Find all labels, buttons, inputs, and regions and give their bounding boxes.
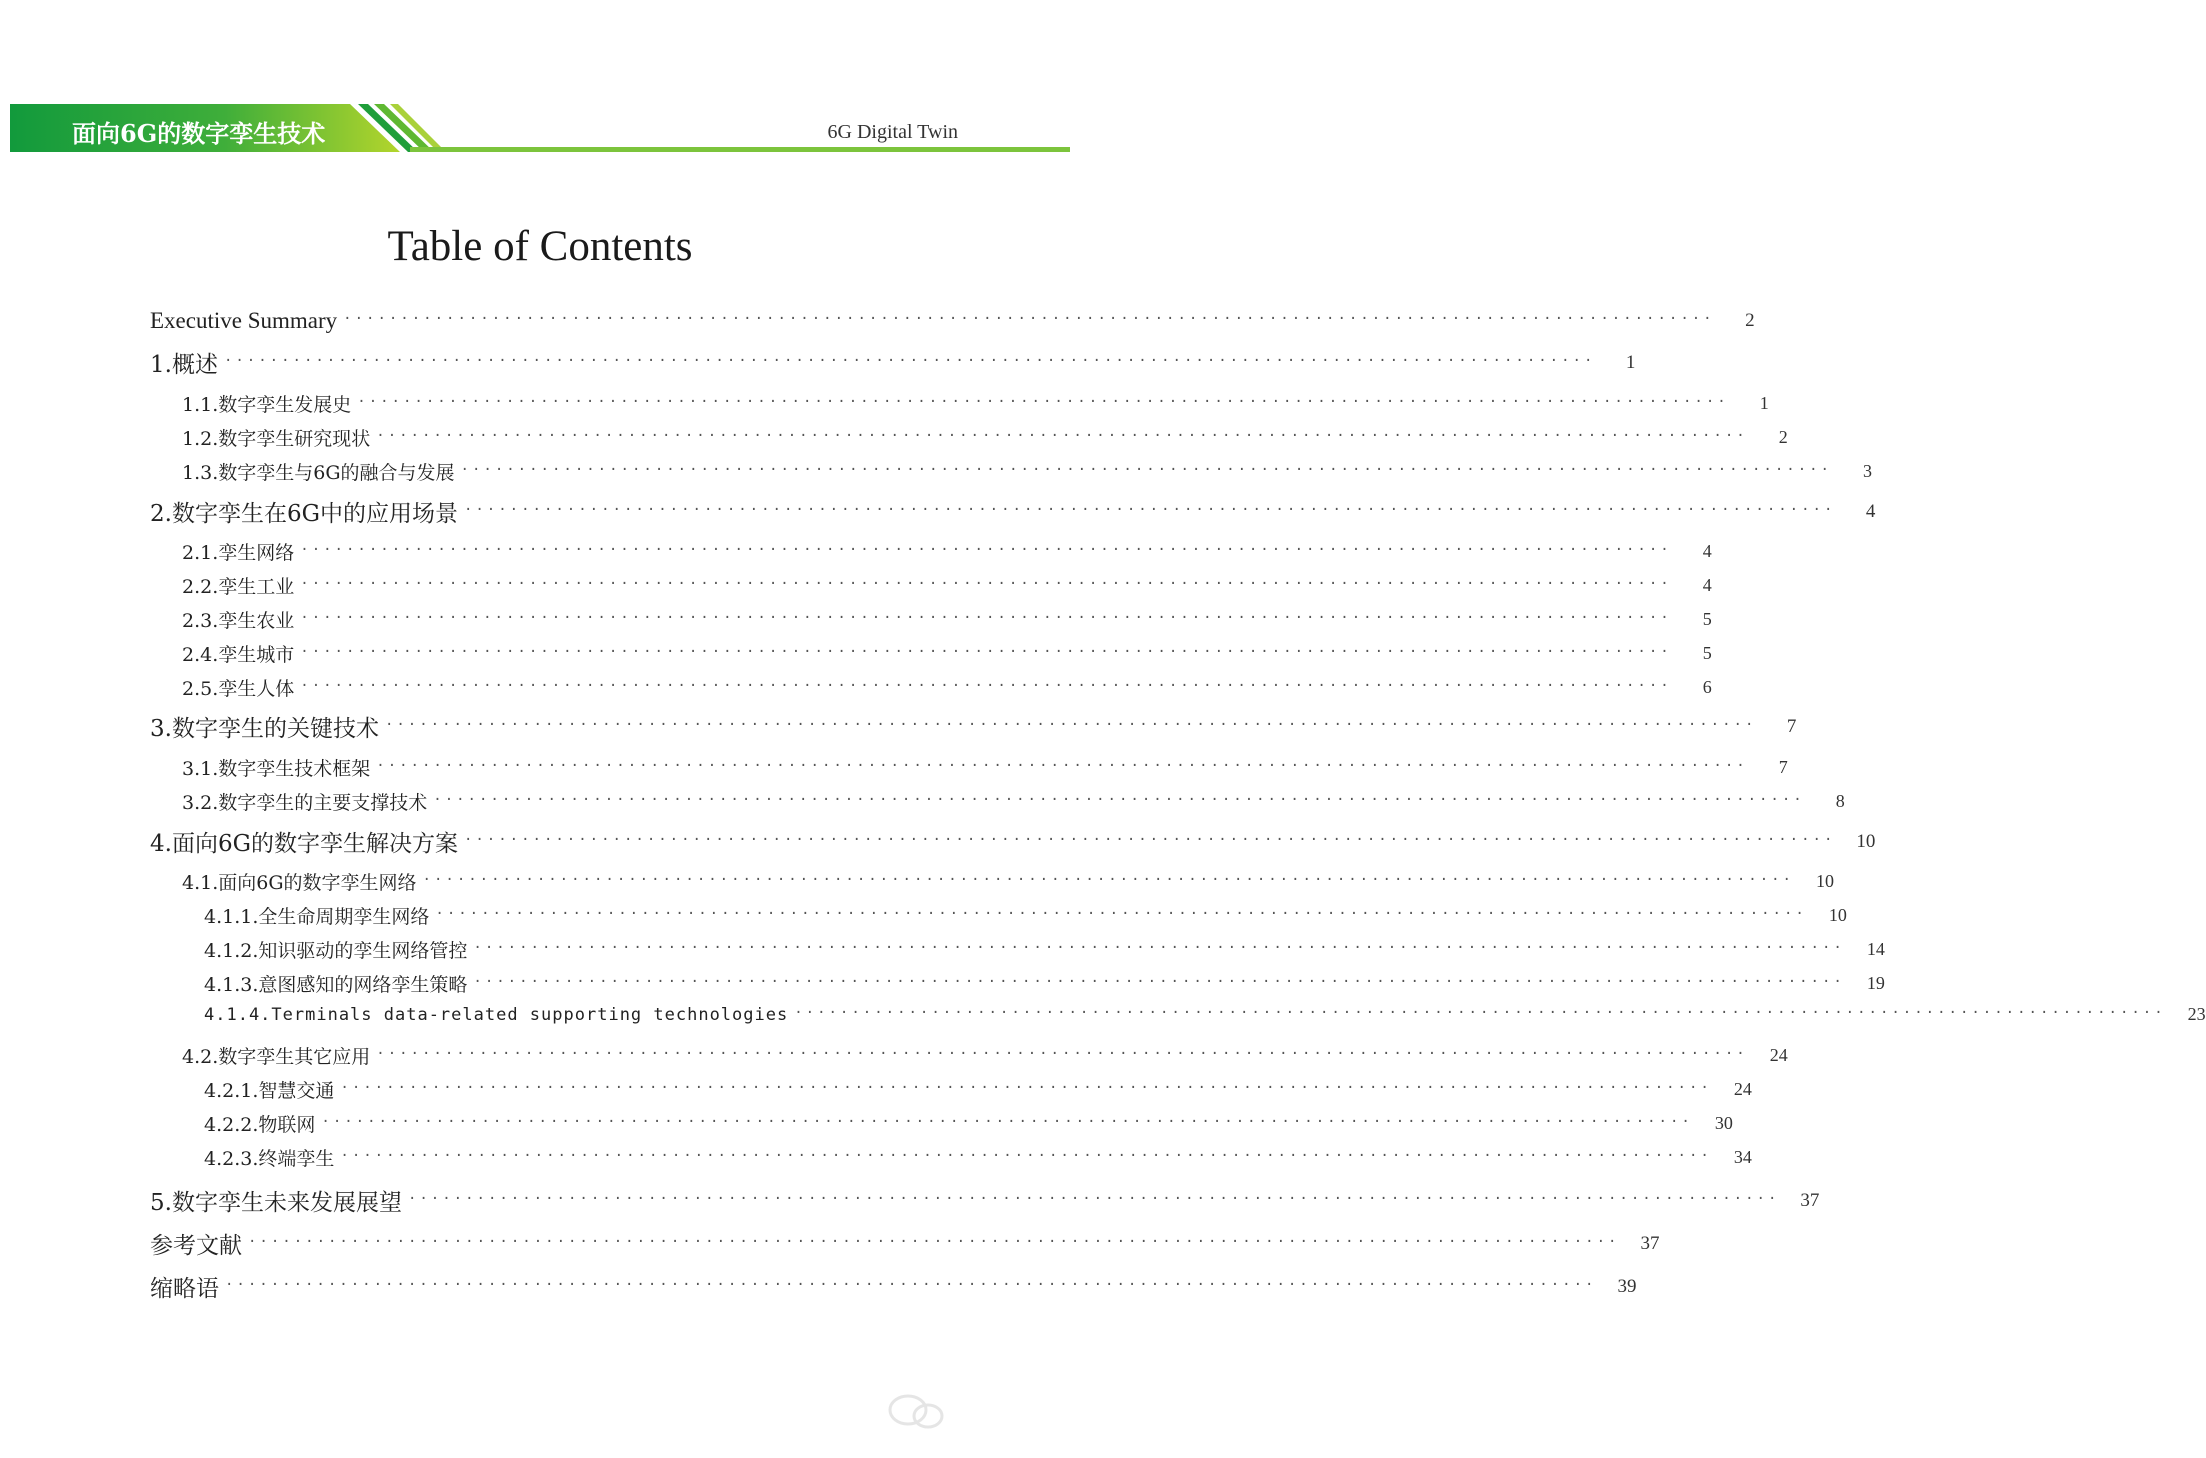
toc-entry-label: 4.2.数字孪生其它应用 <box>182 1046 371 1068</box>
dot-leader: ························································································································ <box>384 716 1757 733</box>
toc-entry-page: 4 <box>1702 541 1712 561</box>
dot-leader: ························································································································ <box>422 871 1794 888</box>
dot-leader: ························································································································ <box>300 609 1672 626</box>
toc-entry[interactable] <box>182 424 1788 451</box>
toc-entry-label: 2.1.孪生网络 <box>182 542 295 564</box>
toc-entry[interactable] <box>204 1076 1752 1103</box>
dot-leader: ························································································································ <box>300 575 1672 592</box>
dot-leader: ························································································································ <box>376 1045 1748 1062</box>
toc-entry-label: 3.数字孪生的关键技术 <box>150 716 379 742</box>
toc-entry[interactable] <box>182 606 1712 633</box>
dot-leader: ························································································································ <box>376 427 1748 444</box>
toc-entry[interactable] <box>204 902 1847 929</box>
toc-entry-label: 4.1.4.Terminals data-related supporting technologies <box>204 1004 789 1025</box>
toc-entry-page: 6 <box>1702 677 1712 697</box>
toc-entry-page: 7 <box>1786 715 1797 737</box>
toc-entry-page: 1 <box>1625 351 1636 373</box>
dot-leader: ························································································································ <box>223 352 1596 369</box>
dot-leader: ························································································································ <box>473 939 1845 956</box>
toc-entry[interactable] <box>204 1110 1733 1137</box>
dot-leader: ························································································································ <box>376 757 1748 774</box>
dot-leader: ························································································································ <box>463 831 1836 848</box>
dot-leader: ························································································································ <box>340 1147 1712 1164</box>
toc-entry-label: 4.2.2.物联网 <box>204 1114 316 1136</box>
toc-entry-label: 2.数字孪生在6G中的应用场景 <box>150 501 458 527</box>
toc-title: Table of Contents <box>387 223 693 270</box>
toc-entry[interactable] <box>204 970 1885 997</box>
toc-entry-page: 2 <box>1778 427 1788 447</box>
toc-entry-page: 10 <box>1856 830 1876 852</box>
toc-entry[interactable] <box>182 674 1712 701</box>
toc-entry[interactable] <box>182 390 1769 417</box>
toc-entry-page: 10 <box>1828 905 1847 925</box>
toc-entry[interactable] <box>182 868 1834 895</box>
toc-entry-page: 10 <box>1815 871 1834 891</box>
toc-entry[interactable] <box>204 936 1885 963</box>
toc-entry-label: 3.1.数字孪生技术框架 <box>182 758 371 780</box>
toc-entry[interactable] <box>204 1144 1752 1171</box>
toc-entry[interactable] <box>150 1270 1637 1303</box>
dot-leader: ························································································································ <box>435 905 1807 922</box>
dot-leader: ························································································································ <box>433 791 1805 808</box>
toc-entry-label: 4.1.1.全生命周期孪生网络 <box>204 906 430 928</box>
toc-entry-page: 7 <box>1778 757 1788 777</box>
toc-entry-page: 14 <box>1866 939 1885 959</box>
toc-entry-page: 2 <box>1745 310 1755 331</box>
dot-leader: ························································································································ <box>357 393 1729 410</box>
toc-entry[interactable] <box>204 1004 2206 1025</box>
toc-entry-label: 1.3.数字孪生与6G的融合与发展 <box>182 462 455 484</box>
toc-entry[interactable] <box>182 788 1845 815</box>
toc-entry-label: 2.5.孪生人体 <box>182 678 295 700</box>
dot-leader: ························································································································ <box>248 1233 1620 1250</box>
chat-watermark-icon <box>880 1380 1060 1440</box>
toc-entry[interactable] <box>150 1227 1660 1260</box>
toc-entry[interactable] <box>150 710 1797 743</box>
dot-leader: ························································································································ <box>300 541 1672 558</box>
dot-leader: ························································································································ <box>225 1276 1597 1293</box>
dot-leader: ························································································································ <box>794 1004 2166 1021</box>
toc-entry[interactable] <box>150 1184 1820 1217</box>
header-title: 面向6G的数字孪生技术 <box>72 119 326 148</box>
dot-leader: ························································································································ <box>300 643 1672 660</box>
dot-leader: ························································································································ <box>460 461 1832 478</box>
dot-leader: ························································································································ <box>300 677 1672 694</box>
toc-entry-page: 1 <box>1759 393 1769 413</box>
toc-entry-page: 37 <box>1640 1232 1660 1254</box>
toc-entry-label: 1.2.数字孪生研究现状 <box>182 428 371 450</box>
toc-entry[interactable] <box>182 754 1788 781</box>
toc-entry-page: 23 <box>2187 1004 2206 1024</box>
toc-entry-page: 24 <box>1733 1079 1752 1099</box>
toc-entry[interactable] <box>182 458 1872 485</box>
toc-entry-label: 4.1.2.知识驱动的孪生网络管控 <box>204 940 468 962</box>
dot-leader: ························································································································ <box>407 1190 1780 1207</box>
toc-entry-page: 34 <box>1733 1147 1752 1167</box>
toc-entry-page: 8 <box>1835 791 1845 811</box>
header-subtitle: 6G Digital Twin <box>827 121 958 143</box>
toc-entry-label: 4.2.3.终端孪生 <box>204 1148 335 1170</box>
toc-entry-label: 1.1.数字孪生发展史 <box>182 394 352 416</box>
toc-entry-page: 5 <box>1702 609 1712 629</box>
toc-entry[interactable] <box>182 572 1712 599</box>
toc-entry[interactable] <box>150 495 1876 528</box>
toc-entry-page: 5 <box>1702 643 1712 663</box>
toc-entry-label: 2.2.孪生工业 <box>182 576 295 598</box>
toc-entry[interactable] <box>150 308 1755 334</box>
dot-leader: ························································································································ <box>340 1079 1712 1096</box>
toc-entry-page: 19 <box>1866 973 1885 993</box>
toc-entry-page: 39 <box>1617 1275 1637 1297</box>
toc-entry-label: 4.面向6G的数字孪生解决方案 <box>150 831 458 857</box>
toc-entry-label: 2.3.孪生农业 <box>182 610 295 632</box>
toc-entry-page: 3 <box>1862 461 1872 481</box>
toc-entry[interactable] <box>150 346 1636 379</box>
dot-leader: ························································································································ <box>463 501 1836 518</box>
toc-entry-label: 5.数字孪生未来发展展望 <box>150 1190 402 1216</box>
dot-leader: ························································································································ <box>473 973 1845 990</box>
toc-entry-page: 4 <box>1865 500 1876 522</box>
dot-leader: ························································································································ <box>321 1113 1693 1130</box>
toc-entry-label: 4.1.3.意图感知的网络孪生策略 <box>204 974 468 996</box>
toc-entry[interactable] <box>182 640 1712 667</box>
toc-entry-page: 24 <box>1769 1045 1788 1065</box>
toc-entry-label: 3.2.数字孪生的主要支撑技术 <box>182 792 428 814</box>
toc-entry-label: 4.2.1.智慧交通 <box>204 1080 335 1102</box>
dot-leader: ························································································································ <box>343 311 1715 327</box>
toc-entry-label: 4.1.面向6G的数字孪生网络 <box>182 872 417 894</box>
toc-entry-label: 1.概述 <box>150 352 218 378</box>
toc-entry-label: 参考文献 <box>150 1233 242 1259</box>
toc-entry-page: 37 <box>1800 1189 1820 1211</box>
toc-entry-page: 30 <box>1714 1113 1733 1133</box>
toc-entry-page: 4 <box>1702 575 1712 595</box>
toc-entry[interactable] <box>150 825 1876 858</box>
toc-entry-label: 缩略语 <box>150 1276 219 1302</box>
toc-entry-label: 2.4.孪生城市 <box>182 644 295 666</box>
toc-entry[interactable] <box>182 1042 1788 1069</box>
toc-entry[interactable] <box>182 538 1712 565</box>
toc-entry-label: Executive Summary <box>150 308 338 333</box>
